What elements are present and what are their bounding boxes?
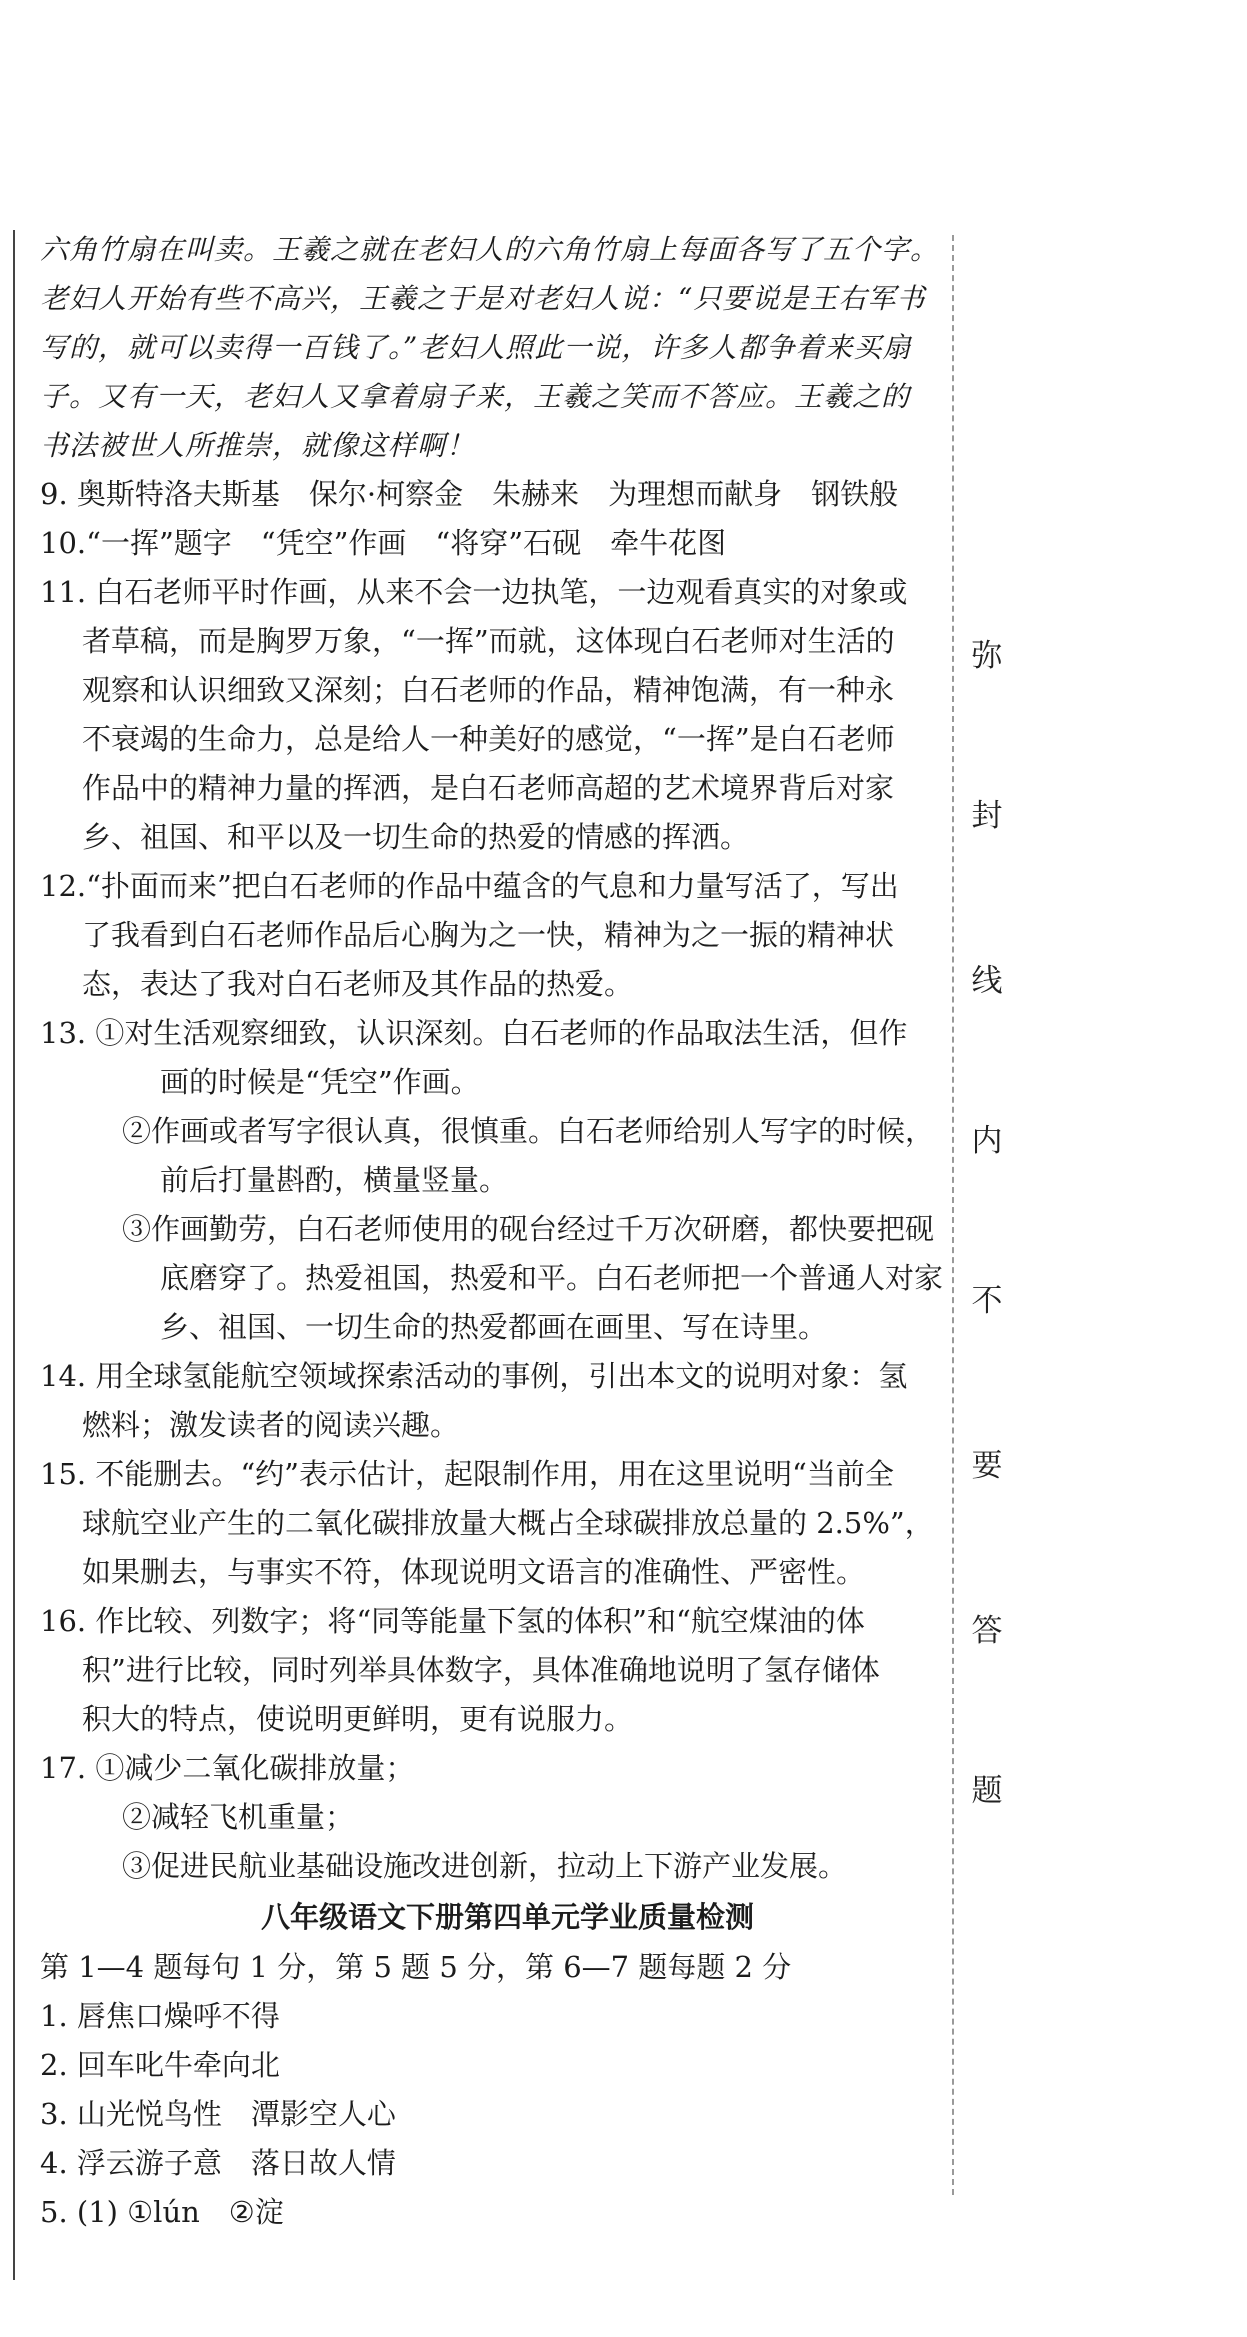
text-line: 老妇人开始有些不高兴，王羲之于是对老妇人说：“只要说是王右军书 [40,282,926,315]
seal-char: 封 [971,798,1003,834]
text-line: 17. ①减少二氧化碳排放量； [40,1751,415,1785]
text-line: ③作画勤劳，白石老师使用的砚台经过千万次研磨，都快要把砚 [122,1212,935,1246]
answer-lines [40,225,944,1891]
text-line: 者草稿，而是胸罗万象，“一挥”而就，这体现白石老师对生活的 [82,624,895,658]
section-heading: 八年级语文下册第四单元学业质量检测 [260,1900,754,1934]
text-line: 乡、祖国、和平以及一切生命的热爱的情感的挥洒。 [82,820,750,854]
text-line: 观察和认识细致又深刻；白石老师的作品，精神饱满，有一种永 [82,673,895,707]
seal-char: 不 [971,1283,1003,1319]
text-line: 六角竹扇在叫卖。王羲之就在老妇人的六角竹扇上每面各写了五个字。 [40,233,940,266]
text-line: 球航空业产生的二氧化碳排放量大概占全球碳排放总量的 2.5%”， [82,1506,934,1540]
text-line: 底磨穿了。热爱祖国，热爱和平。白石老师把一个普通人对家 [160,1261,944,1295]
text-line: 燃料；激发读者的阅读兴趣。 [82,1408,460,1442]
text-line: ③促进民航业基础设施改进创新，拉动上下游产业发展。 [122,1849,848,1883]
text-line: 前后打量斟酌，横量竖量。 [160,1163,509,1197]
text-line: 态，表达了我对白石老师及其作品的热爱。 [82,967,634,1001]
text-line: 第 1—4 题每句 1 分，第 5 题 5 分，第 6—7 题每题 2 分 [40,1950,792,1984]
answer-text-column [40,225,944,2237]
text-line: 5. (1) ①lún ②淀 [40,2195,284,2229]
text-line: 书法被世人所推崇，就像这样啊！ [40,429,476,462]
left-margin-rule [13,230,15,2280]
seal-char: 答 [971,1613,1003,1649]
text-line: 11. 白石老师平时作画，从来不会一边执笔，一边观看真实的对象或 [40,575,908,609]
text-line: 不衰竭的生命力，总是给人一种美好的感觉，“一挥”是白石老师 [82,722,895,756]
text-line: 15. 不能删去。“约”表示估计，起限制作用，用在这里说明“当前全 [40,1457,894,1491]
text-line: 画的时候是“凭空”作画。 [160,1065,480,1099]
seal-char: 线 [971,963,1003,999]
text-line: 积大的特点，使说明更鲜明，更有说服力。 [82,1702,634,1736]
seal-char: 要 [971,1448,1003,1484]
text-line: 3. 山光悦鸟性 潭影空人心 [40,2097,396,2131]
text-line: 了我看到白石老师作品后心胸为之一快，精神为之一振的精神状 [82,918,895,952]
text-line: 14. 用全球氢能航空领域探索活动的事例，引出本文的说明对象：氢 [40,1359,908,1393]
text-line: 4. 浮云游子意 落日故人情 [40,2146,396,2180]
text-line: 10.“一挥”题字 “凭空”作画 “将穿”石砚 牵牛花图 [40,526,727,560]
seal-char: 内 [971,1123,1003,1159]
text-line: 作品中的精神力量的挥洒，是白石老师高超的艺术境界背后对家 [82,771,895,805]
seal-dashed-line [952,235,954,2195]
text-line: ②减轻飞机重量； [122,1800,355,1834]
answer-lines-second-section [40,1943,935,2237]
text-line: 12.“扑面而来”把白石老师的作品中蕴含的气息和力量写活了，写出 [40,869,899,903]
text-line: 16. 作比较、列数字；将“同等能量下氢的体积”和“航空煤油的体 [40,1604,865,1638]
text-line: ②作画或者写字很认真，很慎重。白石老师给别人写字的时候， [122,1114,935,1148]
seal-char: 弥 [971,638,1003,674]
text-line: 2. 回车叱牛牵向北 [40,2048,280,2082]
seal-char: 题 [971,1773,1003,1809]
text-line: 积”进行比较，同时列举具体数字，具体准确地说明了氢存储体 [82,1653,880,1687]
text-line: 子。又有一天，老妇人又拿着扇子来，王羲之笑而不答应。王羲之的 [40,380,911,413]
text-line: 9. 奥斯特洛夫斯基 保尔·柯察金 朱赫来 为理想而献身 钢铁般 [40,477,899,511]
text-line: 写的，就可以卖得一百钱了。”老妇人照此一说，许多人都争着来买扇 [40,331,912,364]
text-line: 乡、祖国、一切生命的热爱都画在画里、写在诗里。 [160,1310,828,1344]
text-line: 如果删去，与事实不符，体现说明文语言的准确性、严密性。 [82,1555,866,1589]
text-line: 13. ①对生活观察细致，认识深刻。白石老师的作品取法生活，但作 [40,1016,908,1050]
text-line: 1. 唇焦口燥呼不得 [40,1999,280,2033]
